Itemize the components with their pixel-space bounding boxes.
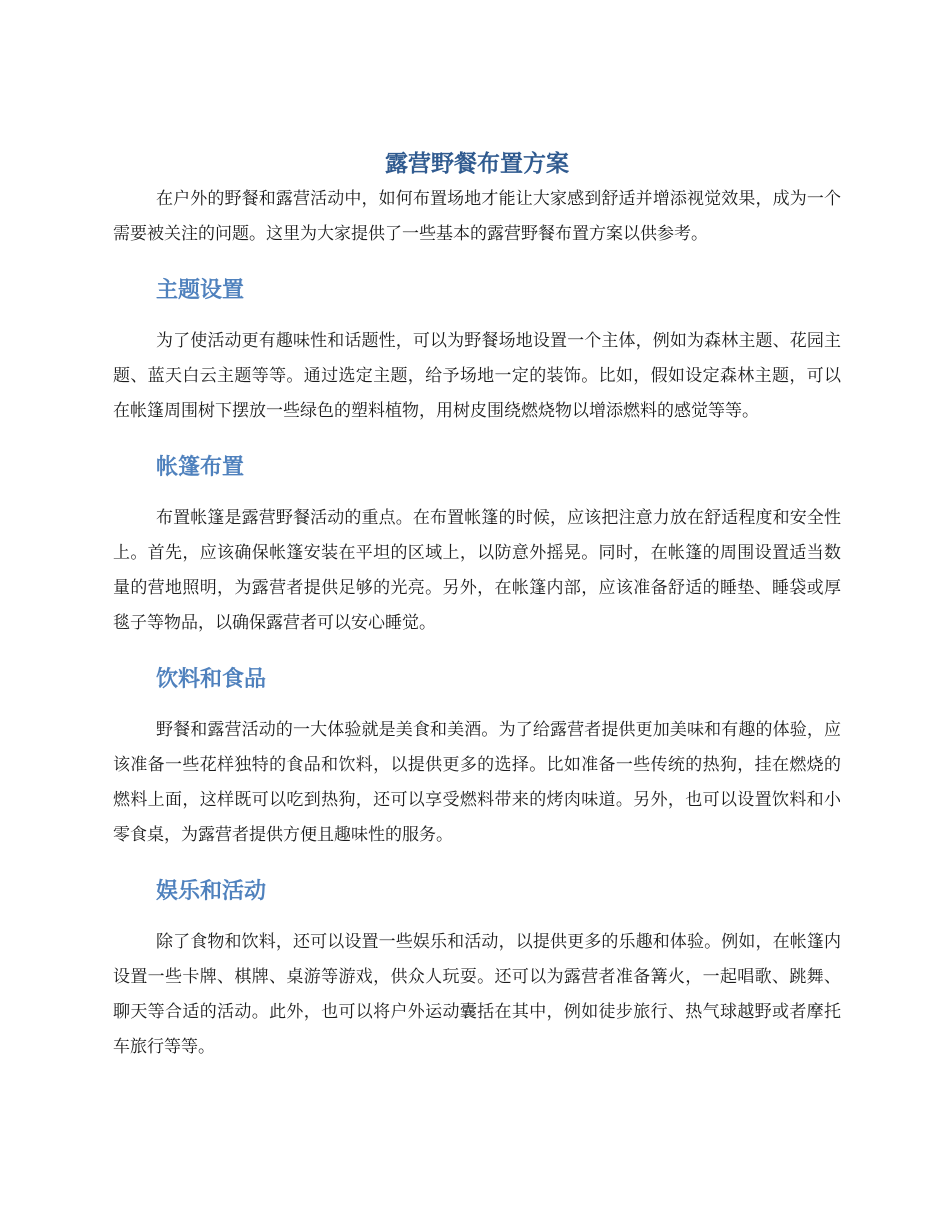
section-heading-theme: 主题设置 [156, 278, 245, 303]
section-body-entertainment: 除了食物和饮料，还可以设置一些娱乐和活动，以提供更多的乐趣和体验。例如，在帐篷内设置一些卡牌、棋牌、桌游等游戏，供众人玩耍。还可以为露营者准备篝火，一起唱歌、跳舞、聊天等合适的活动。此外，也可以将户外运动囊括在其中，例如徒步旅行、热气球越野或者摩托车旅行等等。 [113, 932, 841, 1057]
section-heading-entertainment: 娱乐和活动 [156, 879, 267, 904]
intro-paragraph: 在户外的野餐和露营活动中，如何布置场地才能让大家感到舒适并增添视觉效果，成为一个需要被关注的问题。这里为大家提供了一些基本的露营野餐布置方案以供参考。 [113, 189, 841, 244]
section-body-theme: 为了使活动更有趣味性和话题性，可以为野餐场地设置一个主体，例如为森林主题、花园主题、蓝天白云主题等等。通过选定主题，给予场地一定的装饰。比如，假如设定森林主题，可以在帐篷周围树下摆放一些绿色的塑料植物，用树皮围绕燃烧物以增添燃料的感觉等等。 [113, 331, 841, 421]
section-body-food: 野餐和露营活动的一大体验就是美食和美酒。为了给露营者提供更加美味和有趣的体验，应该准备一些花样独特的食品和饮料，以提供更多的选择。比如准备一些传统的热狗，挂在燃烧的燃料上面，这样既可以吃到热狗，还可以享受燃料带来的烤肉味道。另外，也可以设置饮料和小零食桌，为露营者提供方便且趣味性的服务。 [113, 720, 841, 845]
section-heading-food: 饮料和食品 [156, 667, 267, 692]
document-title: 露营野餐布置方案 [385, 151, 569, 177]
document-page [113, 146, 841, 1065]
section-heading-tent: 帐篷布置 [156, 455, 245, 480]
section-body-tent: 布置帐篷是露营野餐活动的重点。在布置帐篷的时候，应该把注意力放在舒适程度和安全性上。首先，应该确保帐篷安装在平坦的区域上，以防意外摇晃。同时，在帐篷的周围设置适当数量的营地照明，为露营者提供足够的光亮。另外，在帐篷内部，应该准备舒适的睡垫、睡袋或厚毯子等物品，以确保露营者可以安心睡觉。 [113, 508, 841, 633]
